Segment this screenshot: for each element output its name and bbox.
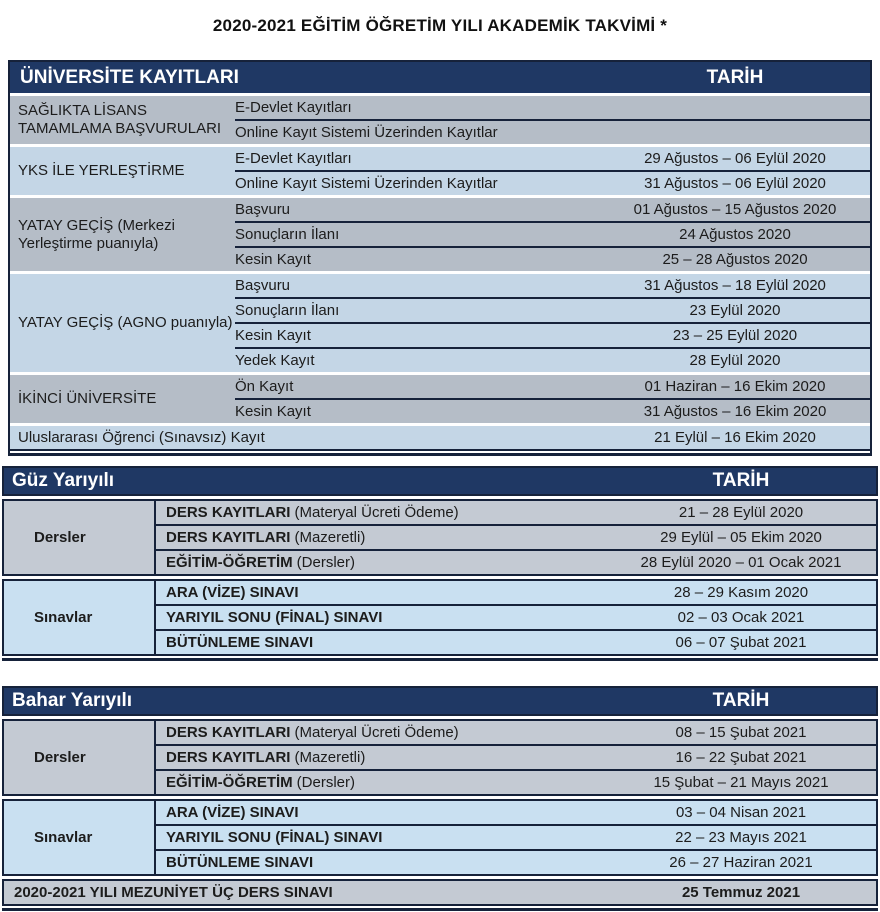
calendar-group <box>10 375 870 423</box>
row-description-bold: EĞİTİM-ÖĞRETİM <box>166 554 293 571</box>
row-description: 2020-2021 YILI MEZUNİYET ÜÇ DERS SINAVI <box>14 884 333 901</box>
table3-header-title: Bahar Yarıyılı <box>12 690 133 711</box>
table1-header-date-label: TARİH <box>706 66 764 88</box>
row-date: 28 Eylül 2020 – 01 Ocak 2021 <box>640 554 842 571</box>
row-description-bold: BÜTÜNLEME SINAVI <box>166 634 314 651</box>
group-rows <box>156 721 876 794</box>
row-description: Sonuçların İlanı <box>235 302 340 319</box>
table3-header-row <box>2 686 878 716</box>
row-date: 21 – 28 Eylül 2020 <box>678 504 804 521</box>
row-description-detail: (Dersler) <box>296 554 356 571</box>
row-description-detail: (Materyal Ücreti Ödeme) <box>294 504 459 521</box>
table-row <box>156 744 876 769</box>
table-row <box>235 274 870 297</box>
row-date: 06 – 07 Şubat 2021 <box>675 634 807 651</box>
table-row <box>235 375 870 398</box>
table2-bottom-border <box>2 658 878 661</box>
table2-header-row <box>2 466 878 496</box>
group-rows <box>235 375 870 423</box>
table-row <box>235 297 870 322</box>
row-description: Ön Kayıt <box>235 378 294 395</box>
table2-header-date-label: TARİH <box>712 470 770 491</box>
row-description-bold: ARA (VİZE) SINAVI <box>166 804 299 821</box>
row-date: 26 – 27 Haziran 2021 <box>669 854 813 871</box>
table2-body <box>2 499 878 656</box>
calendar-group <box>10 274 870 372</box>
row-description-detail: (Mazeretli) <box>294 529 366 546</box>
row-date: 01 Ağustos – 15 Ağustos 2020 <box>633 201 837 218</box>
row-description: Sonuçların İlanı <box>235 226 340 243</box>
row-date: 31 Ağustos – 16 Ekim 2020 <box>643 403 827 420</box>
row-description-detail: (Dersler) <box>296 774 356 791</box>
group-label: Dersler <box>4 721 156 794</box>
calendar-group <box>2 719 878 796</box>
row-date: 25 Temmuz 2021 <box>681 884 801 901</box>
table-row <box>156 849 876 874</box>
row-description <box>156 609 606 626</box>
group-label: İKİNCİ ÜNİVERSİTE <box>18 390 157 407</box>
row-date: 31 Ağustos – 18 Eylül 2020 <box>644 277 826 294</box>
row-description: Uluslararası Öğrenci (Sınavsız) Kayıt <box>18 429 265 446</box>
calendar-group <box>10 198 870 271</box>
table-row <box>156 801 876 824</box>
table-row <box>156 629 876 654</box>
row-date: 02 – 03 Ocak 2021 <box>677 609 805 626</box>
table-row <box>235 347 870 372</box>
group-label: YKS İLE YERLEŞTİRME <box>18 162 185 179</box>
table-row <box>235 221 870 246</box>
table-row <box>235 119 870 144</box>
table-row <box>156 604 876 629</box>
row-date: 31 Ağustos – 06 Eylül 2020 <box>644 175 826 192</box>
row-date: 23 Eylül 2020 <box>689 302 781 319</box>
row-date: 28 – 29 Kasım 2020 <box>673 584 809 601</box>
fall-semester-table <box>2 466 878 661</box>
table-row <box>156 549 876 574</box>
group-label: YATAY GEÇİŞ (Merkezi Yerleştirme puanıyla) <box>18 216 175 252</box>
row-description <box>156 804 606 821</box>
table-row <box>156 721 876 744</box>
row-description <box>156 504 606 521</box>
row-date: 08 – 15 Şubat 2021 <box>675 724 807 741</box>
row-date: 16 – 22 Şubat 2021 <box>675 749 807 766</box>
table-row <box>156 581 876 604</box>
table-row <box>235 246 870 271</box>
row-date: 25 – 28 Ağustos 2020 <box>662 251 808 268</box>
table1-body <box>10 96 870 423</box>
row-date: 24 Ağustos 2020 <box>679 226 791 243</box>
row-description-bold: ARA (VİZE) SINAVI <box>166 584 299 601</box>
row-description: Kesin Kayıt <box>235 251 311 268</box>
group-rows <box>156 801 876 874</box>
calendar-group <box>2 799 878 876</box>
row-description-bold: DERS KAYITLARI <box>166 529 291 546</box>
row-description: Kesin Kayıt <box>235 403 311 420</box>
table-row <box>235 398 870 423</box>
group-rows <box>235 198 870 271</box>
row-description: E-Devlet Kayıtları <box>235 99 352 116</box>
row-description <box>156 854 606 871</box>
table1-header-title: ÜNİVERSİTE KAYITLARI <box>20 66 239 88</box>
row-description-bold: DERS KAYITLARI <box>166 724 291 741</box>
table-row <box>235 322 870 347</box>
calendar-group <box>10 147 870 195</box>
calendar-group <box>2 499 878 576</box>
row-description-bold: DERS KAYITLARI <box>166 749 291 766</box>
row-description: Başvuru <box>235 201 291 218</box>
calendar-group <box>2 579 878 656</box>
group-rows <box>235 96 870 144</box>
row-description-bold: DERS KAYITLARI <box>166 504 291 521</box>
row-description-bold: YARIYIL SONU (FİNAL) SINAVI <box>166 829 383 846</box>
row-description-bold: YARIYIL SONU (FİNAL) SINAVI <box>166 609 383 626</box>
row-date: 28 Eylül 2020 <box>689 352 781 369</box>
row-description <box>156 634 606 651</box>
row-date: 03 – 04 Nisan 2021 <box>675 804 807 821</box>
spring-semester-table <box>2 686 878 911</box>
group-label: Sınavlar <box>4 801 156 874</box>
table-row <box>235 170 870 195</box>
group-label: Dersler <box>4 501 156 574</box>
row-date: 29 Ağustos – 06 Eylül 2020 <box>644 150 826 167</box>
table-row <box>235 198 870 221</box>
table-row <box>156 501 876 524</box>
table-row <box>156 769 876 794</box>
row-description: Online Kayıt Sistemi Üzerinden Kayıtlar <box>235 124 498 141</box>
row-date: 21 Eylül – 16 Ekim 2020 <box>654 429 816 446</box>
row-description: E-Devlet Kayıtları <box>235 150 352 167</box>
table-row <box>235 96 870 119</box>
group-rows <box>235 274 870 372</box>
calendar-group <box>10 96 870 144</box>
table1-header-row <box>10 62 870 93</box>
row-description <box>156 554 606 571</box>
row-description <box>156 529 606 546</box>
graduation-exam-row <box>2 879 878 906</box>
group-rows <box>156 581 876 654</box>
row-date: 15 Şubat – 21 Mayıs 2021 <box>653 774 829 791</box>
row-description: Online Kayıt Sistemi Üzerinden Kayıtlar <box>235 175 498 192</box>
group-label: SAĞLIKTA LİSANS TAMAMLAMA BAŞVURULARI <box>18 102 222 137</box>
row-description <box>156 749 606 766</box>
row-date: 22 – 23 Mayıs 2021 <box>675 829 807 846</box>
row-description <box>156 829 606 846</box>
row-description <box>156 724 606 741</box>
group-label: YATAY GEÇİŞ (AGNO puanıyla) <box>18 314 233 331</box>
row-description-bold: EĞİTİM-ÖĞRETİM <box>166 774 293 791</box>
row-description-bold: BÜTÜNLEME SINAVI <box>166 854 314 871</box>
university-registrations-table <box>8 60 872 456</box>
table3-body <box>2 719 878 876</box>
row-description: Yedek Kayıt <box>235 352 315 369</box>
row-description <box>156 584 606 601</box>
international-student-row <box>10 426 870 451</box>
row-date: 29 Eylül – 05 Ekim 2020 <box>660 529 822 546</box>
table-row <box>156 824 876 849</box>
table-row <box>156 524 876 549</box>
page-title: 2020-2021 EĞİTİM ÖĞRETİM YILI AKADEMİK TAKVİMİ * <box>212 16 668 35</box>
row-description: Kesin Kayıt <box>235 327 311 344</box>
row-description: Başvuru <box>235 277 291 294</box>
row-date: 23 – 25 Eylül 2020 <box>672 327 798 344</box>
group-rows <box>235 147 870 195</box>
group-label: Sınavlar <box>4 581 156 654</box>
row-date: 01 Haziran – 16 Ekim 2020 <box>644 378 826 395</box>
table2-header-title: Güz Yarıyılı <box>12 470 115 491</box>
row-description-detail: (Materyal Ücreti Ödeme) <box>294 724 459 741</box>
table-row <box>235 147 870 170</box>
group-rows <box>156 501 876 574</box>
table3-bottom-border <box>2 908 878 911</box>
row-description-detail: (Mazeretli) <box>294 749 366 766</box>
row-description <box>156 774 606 791</box>
table3-header-date-label: TARİH <box>712 690 770 711</box>
